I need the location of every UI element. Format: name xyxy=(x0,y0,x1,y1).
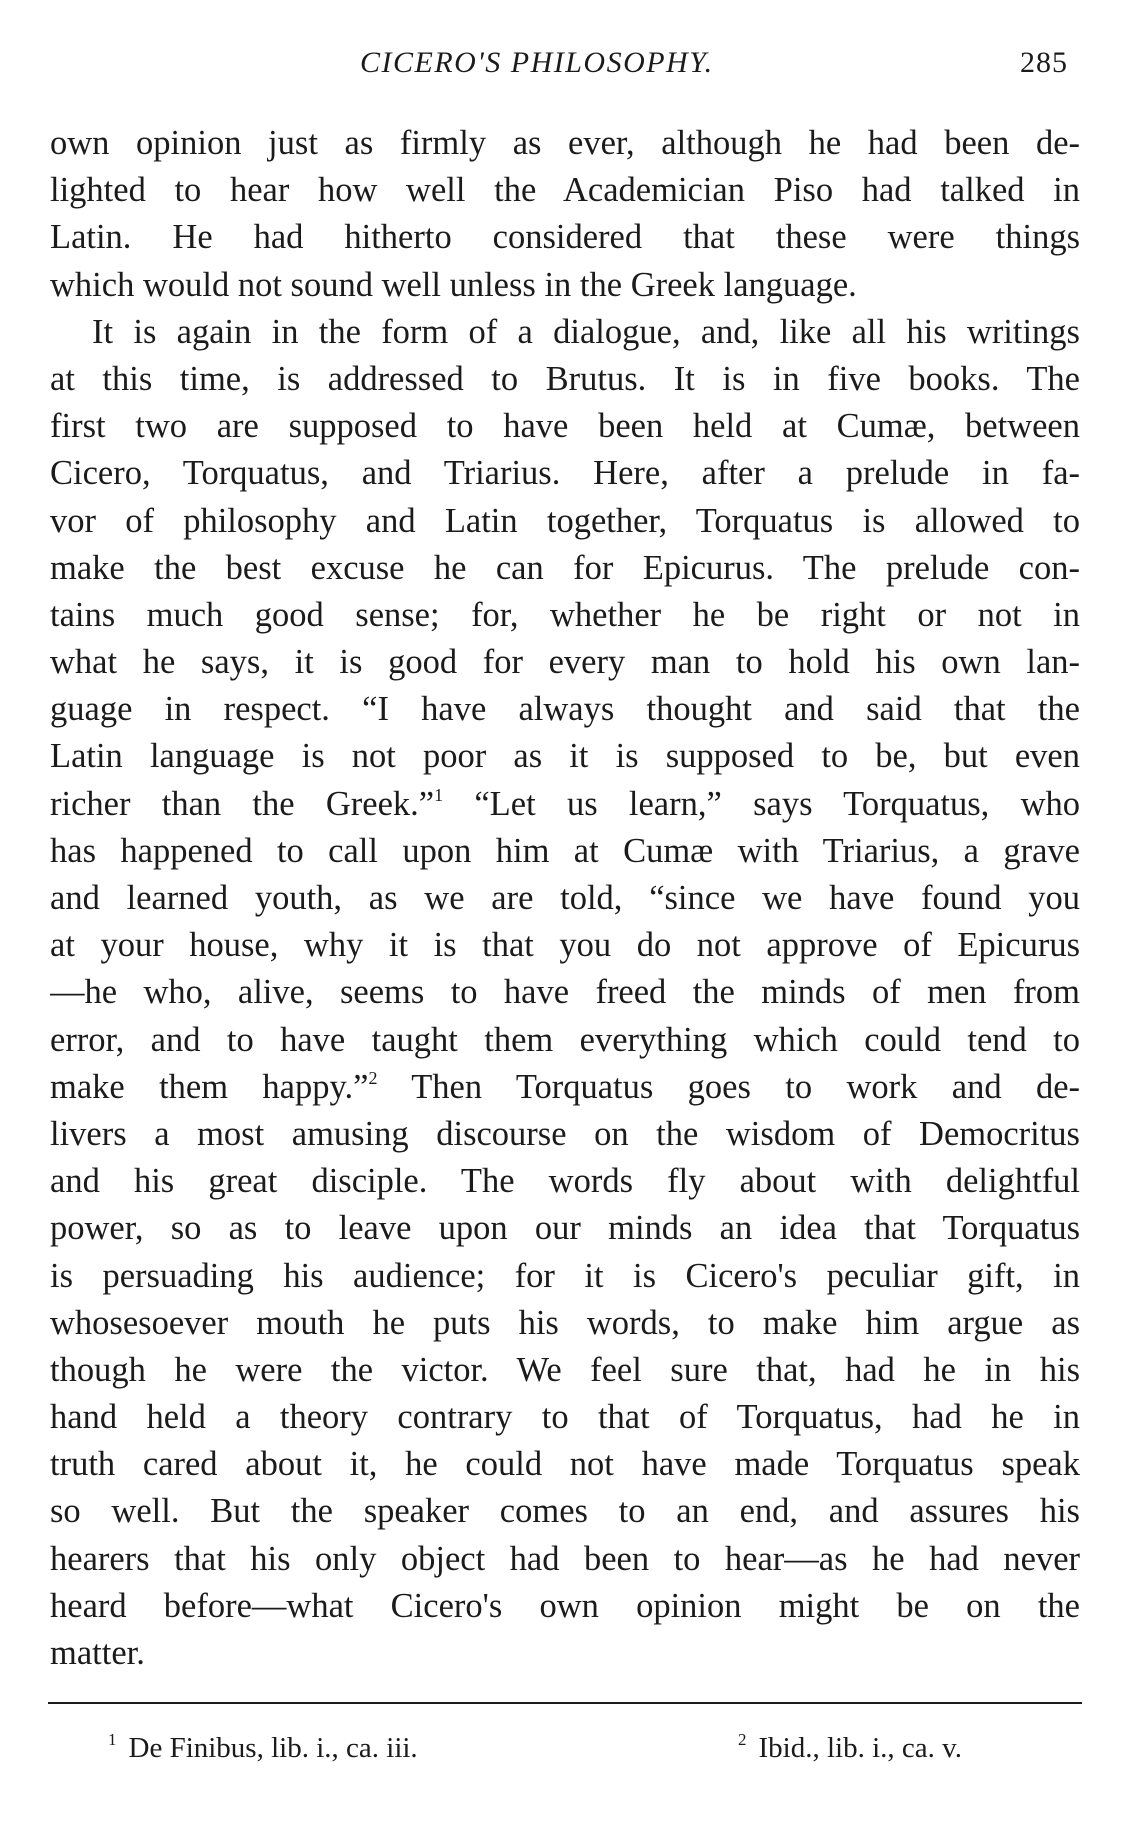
text-line: has happened to call upon him at Cumæ with Triarius, a grave xyxy=(50,831,1080,870)
running-title: CICERO'S PHILOSOPHY. xyxy=(360,46,714,79)
body-text xyxy=(50,120,1080,1677)
text-line: Latin language is not poor as it is supposed to be, but even xyxy=(50,737,1080,776)
text-line: hearers that his only object had been to hear—as he had never xyxy=(50,1539,1080,1578)
text-line: make the best excuse he can for Epicurus. The prelude con- xyxy=(50,548,1080,587)
footnote-1 xyxy=(108,1732,418,1765)
text-line: truth cared about it, he could not have made Torquatus speak xyxy=(50,1445,1080,1484)
line-text: Then Torquatus goes to work and de- xyxy=(377,1067,1080,1106)
footnote-text: Ibid., lib. i., ca. v. xyxy=(758,1732,962,1764)
text-line: so well. But the speaker comes to an end, and assures his xyxy=(50,1492,1080,1531)
text-line: matter. xyxy=(50,1634,145,1672)
text-line: which would not sound well unless in the Greek language. xyxy=(50,265,857,304)
footnote-ref-2: 2 xyxy=(368,1067,378,1088)
footnote-2 xyxy=(738,1732,962,1765)
text-line: power, so as to leave upon our minds an idea that Torquatus xyxy=(50,1209,1080,1248)
text-line-with-footnote-ref xyxy=(50,781,1080,828)
text-line: heard before—what Cicero's own opinion might be on the xyxy=(50,1586,1080,1625)
text-line: what he says, it is good for every man to hold his own lan- xyxy=(50,643,1080,682)
text-line: lighted to hear how well the Academician Piso had talked in xyxy=(50,171,1080,210)
text-line: error, and to have taught them everything which could tend to xyxy=(50,1020,1080,1059)
text-line: is persuading his audience; for it is Cicero's peculiar gift, in xyxy=(50,1256,1080,1295)
text-line: at this time, is addressed to Brutus. It is in five books. The xyxy=(50,359,1080,398)
text-line: and learned youth, as we are told, “since we have found you xyxy=(50,879,1080,917)
line-text: richer than the Greek.” xyxy=(50,784,435,823)
text-line: tains much good sense; for, whether he be right or not in xyxy=(50,595,1080,634)
line-text: “Let us learn,” says Torquatus, who xyxy=(443,784,1080,823)
footnotes xyxy=(0,1720,1129,1770)
text-line: Cicero, Torquatus, and Triarius. Here, after a prelude in fa- xyxy=(50,454,1080,493)
footnote-marker: 1 xyxy=(108,1730,117,1749)
footnote-marker: 2 xyxy=(738,1730,747,1749)
text-line: though he were the victor. We feel sure that, had he in his xyxy=(50,1350,1080,1389)
page-number: 285 xyxy=(1020,46,1068,79)
footnote-rule xyxy=(48,1702,1082,1704)
text-line: hand held a theory contrary to that of Torquatus, had he in xyxy=(50,1398,1080,1437)
text-line: vor of philosophy and Latin together, Torquatus is allowed to xyxy=(50,501,1080,540)
text-line: and his great disciple. The words fly about with delightful xyxy=(50,1162,1080,1201)
text-line: first two are supposed to have been held at Cumæ, between xyxy=(50,407,1080,446)
footnote-text: De Finibus, lib. i., ca. iii. xyxy=(128,1732,418,1764)
text-line: guage in respect. “I have always thought and said that the xyxy=(50,690,1080,729)
text-line: —he who, alive, seems to have freed the minds of men from xyxy=(50,973,1080,1012)
text-line-with-footnote-ref xyxy=(50,1064,1080,1111)
text-line: at your house, why it is that you do not approve of Epicurus xyxy=(50,926,1080,965)
text-line: own opinion just as firmly as ever, although he had been de- xyxy=(50,124,1080,162)
text-line: whosesoever mouth he puts his words, to make him argue as xyxy=(50,1303,1080,1342)
text-line: Latin. He had hitherto considered that these were things xyxy=(50,218,1080,257)
footnote-ref-1: 1 xyxy=(434,784,444,805)
text-line: It is again in the form of a dialogue, and, like all his writings xyxy=(92,312,1080,351)
running-head xyxy=(0,46,1129,86)
line-text: make them happy.” xyxy=(50,1067,369,1106)
text-line: livers a most amusing discourse on the wisdom of Democritus xyxy=(50,1114,1080,1153)
